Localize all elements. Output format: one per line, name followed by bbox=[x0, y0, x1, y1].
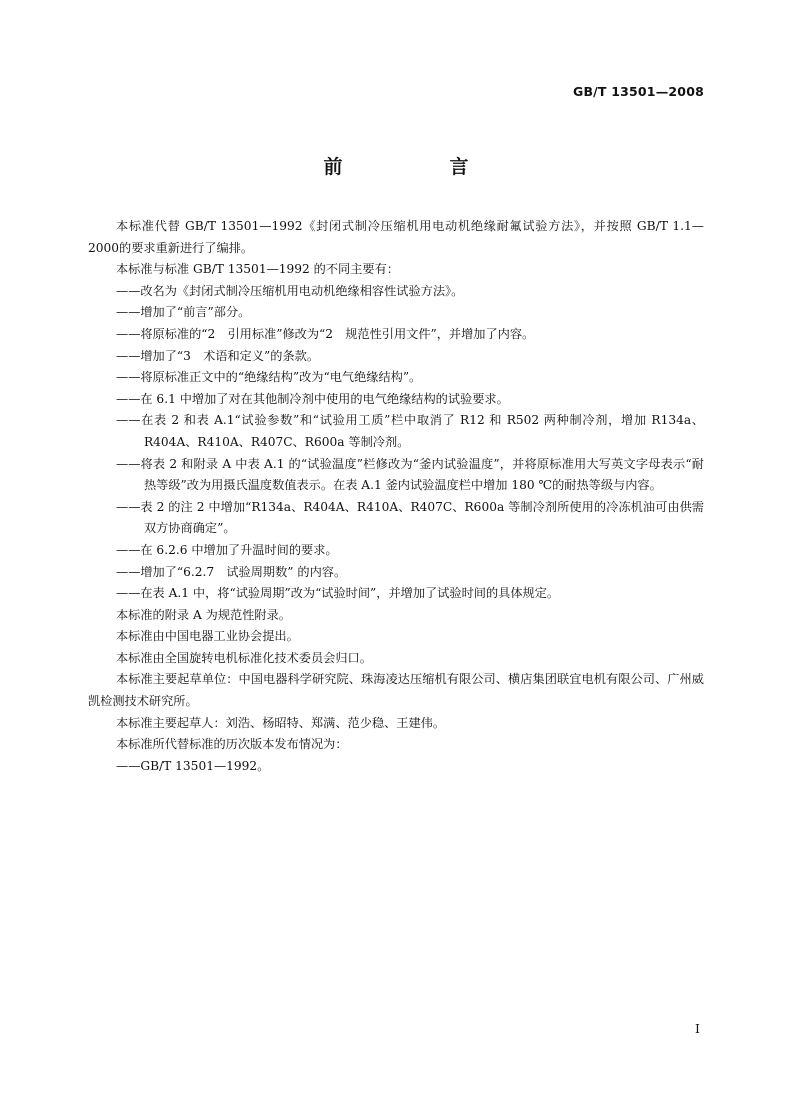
foreword-body bbox=[88, 216, 704, 777]
change-item: ——在 6.1 中增加了对在其他制冷剂中使用的电气绝缘结构的试验要求。 bbox=[116, 391, 509, 406]
paragraph: 本标准由中国电器工业协会提出。 bbox=[116, 629, 299, 644]
standard-number: GB/T 13501—2008 bbox=[572, 84, 704, 99]
change-item: ——将原标准的“2 引用标准”修改为“2 规范性引用文件”，并增加了内容。 bbox=[116, 326, 535, 341]
change-item: ——在 6.2.6 中增加了升温时间的要求。 bbox=[116, 542, 338, 557]
change-item: ——在表 2 和表 A.1“试验参数”和“试验用工质”栏中取消了 R12 和 R502 两种制冷剂，增加 R134a、R404A、R410A、R407C、R600a 等制冷剂。 bbox=[116, 413, 704, 449]
paragraph: 本标准所代替标准的历次版本发布情况为： bbox=[116, 737, 348, 752]
paragraph: 本标准主要起草人：刘浩、杨昭特、郑满、范少稳、王建伟。 bbox=[116, 715, 446, 730]
change-item: ——改名为《封闭式制冷压缩机用电动机绝缘相容性试验方法》。 bbox=[116, 283, 464, 298]
paragraph: 本标准代替 GB/T 13501—1992《封闭式制冷压缩机用电动机绝缘耐氟试验方法》，并按照 GB/T 1.1—2000的要求重新进行了编排。 bbox=[88, 219, 704, 255]
paragraph: 本标准与标准 GB/T 13501—1992 的不同主要有： bbox=[116, 262, 399, 277]
page-title: 前 言 bbox=[323, 156, 513, 178]
change-item: ——GB/T 13501—1992。 bbox=[116, 758, 270, 773]
change-item: ——增加了“6.2.7 试验周期数” 的内容。 bbox=[116, 564, 347, 579]
change-item: ——将原标准正文中的“绝缘结构”改为“电气绝缘结构”。 bbox=[116, 370, 422, 385]
change-item: ——增加了“前言”部分。 bbox=[116, 305, 251, 320]
change-item: ——在表 A.1 中，将“试验周期”改为“试验时间”，并增加了试验时间的具体规定。 bbox=[116, 586, 560, 601]
change-item: ——增加了“3 术语和定义”的条款。 bbox=[116, 348, 320, 363]
paragraph: 本标准主要起草单位：中国电器科学研究院、珠海凌达压缩机有限公司、横店集团联宜电机有限公司、广州威凯检测技术研究所。 bbox=[88, 672, 704, 709]
change-item: ——将表 2 和附录 A 中表 A.1 的“试验温度”栏修改为“釜内试验温度”，并将原标准用大写英文字母表示“耐热等级”改为用摄氏温度数值表示。在表 A.1 釜内试验温度栏中增加 180 ℃的耐热等级与内容。 bbox=[116, 456, 704, 493]
page-number: I bbox=[695, 1021, 700, 1036]
paragraph: 本标准由全国旋转电机标准化技术委员会归口。 bbox=[116, 650, 372, 665]
change-item: ——表 2 的注 2 中增加“R134a、R404A、R410A、R407C、R600a 等制冷剂所使用的冷冻机油可由供需双方协商确定”。 bbox=[116, 499, 704, 536]
paragraph: 本标准的附录 A 为规范性附录。 bbox=[116, 607, 291, 622]
